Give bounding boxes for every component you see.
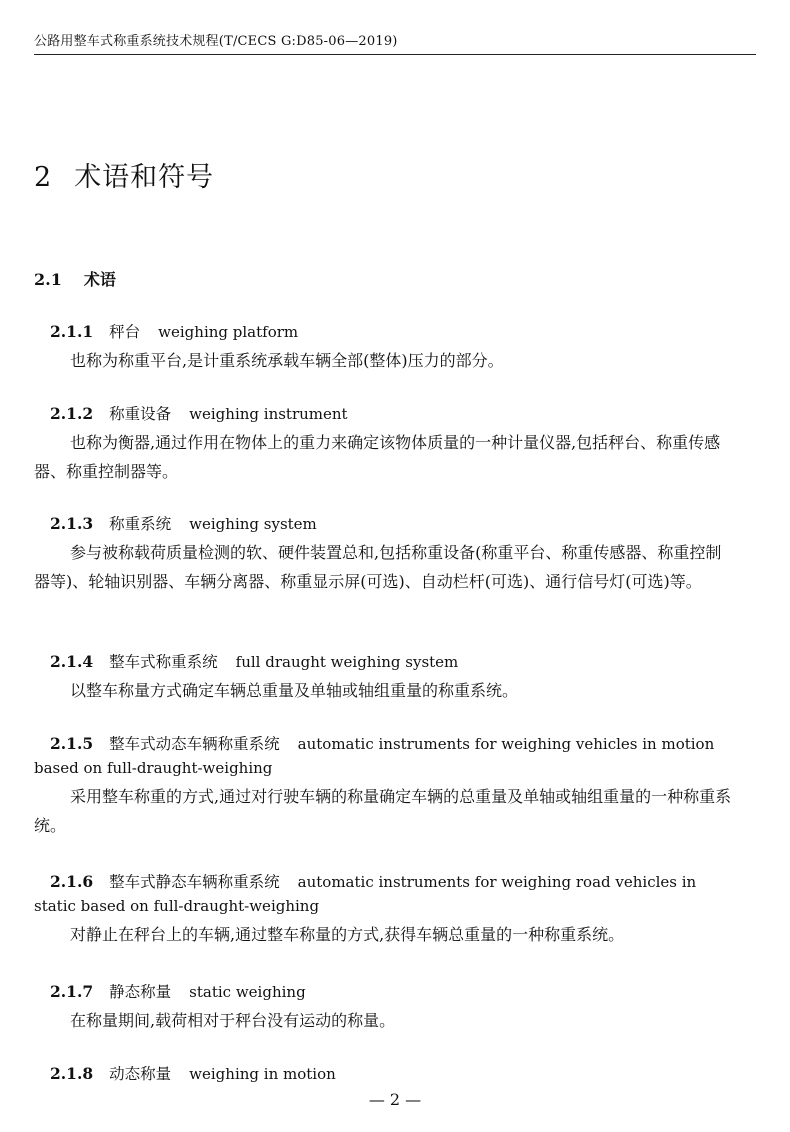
term-cn: 整车式动态车辆称重系统 [109,735,280,753]
term-en: automatic instruments for weighing road vehicles in [297,873,697,891]
term-2-1-8 [34,1062,736,1086]
term-2-1-1 [34,320,736,375]
term-definition: 采用整车称重的方式,通过对行驶车辆的称量确定车辆的总重量及单轴或轴组重量的一种称重系统。 [34,787,732,835]
section-title [34,267,116,290]
term-definition: 也称为衡器,通过作用在物体上的重力来确定该物体质量的一种计量仪器,包括秤台、称重传感器、称重控制器等。 [34,433,721,481]
chapter-title-text: 术语和符号 [74,162,215,193]
section-title-text: 术语 [83,270,116,289]
term-definition: 以整车称量方式确定车辆总重量及单轴或轴组重量的称重系统。 [70,681,519,700]
term-en: static weighing [189,983,306,1001]
chapter-title [34,155,214,194]
term-cn: 静态称量 [109,983,172,1001]
term-definition: 参与被称载荷质量检测的软、硬件装置总和,包括称重设备(称重平台、称重传感器、称重控制器等)、轮轴识别器、车辆分离器、称重显示屏(可选)、自动栏杆(可选)、通行信号灯(可选)等。 [34,543,722,591]
term-en: weighing platform [158,323,299,341]
term-en-continued: static based on full-draught-weighing [34,897,320,915]
term-cn: 称重系统 [109,515,172,533]
term-definition: 也称为称重平台,是计重系统承载车辆全部(整体)压力的部分。 [70,351,504,370]
header-rule [34,54,756,55]
term-cn: 称重设备 [109,405,172,423]
term-2-1-2 [34,402,736,486]
term-number: 2.1.4 [50,652,94,671]
term-en: weighing in motion [189,1065,336,1083]
term-number: 2.1.2 [50,404,94,423]
term-number: 2.1.6 [50,872,94,891]
term-number: 2.1.5 [50,734,94,753]
term-en-continued: based on full-draught-weighing [34,759,273,777]
term-number: 2.1.1 [50,322,94,341]
term-number: 2.1.3 [50,514,94,533]
term-2-1-3 [34,512,736,596]
term-cn: 秤台 [109,323,141,341]
page-number: — 2 — [368,1090,422,1109]
term-cn: 整车式静态车辆称重系统 [109,873,280,891]
term-cn: 整车式称重系统 [109,653,218,671]
running-header: 公路用整车式称重系统技术规程(T/CECS G:D85-06—2019) [34,34,398,49]
term-en: full draught weighing system [235,653,459,671]
term-en: automatic instruments for weighing vehicles in motion [297,735,715,753]
term-number: 2.1.8 [50,1064,94,1083]
term-cn: 动态称量 [109,1065,172,1083]
chapter-number: 2 [34,162,53,193]
section-number: 2.1 [34,270,62,289]
term-en: weighing instrument [189,405,348,423]
term-definition: 对静止在秤台上的车辆,通过整车称量的方式,获得车辆总重量的一种称重系统。 [70,925,625,944]
term-2-1-4 [34,650,736,705]
term-2-1-7 [34,980,736,1035]
term-number: 2.1.7 [50,982,94,1001]
term-2-1-6 [34,870,736,949]
term-en: weighing system [189,515,317,533]
term-definition: 在称量期间,载荷相对于秤台没有运动的称量。 [70,1011,396,1030]
term-2-1-5 [34,732,736,840]
